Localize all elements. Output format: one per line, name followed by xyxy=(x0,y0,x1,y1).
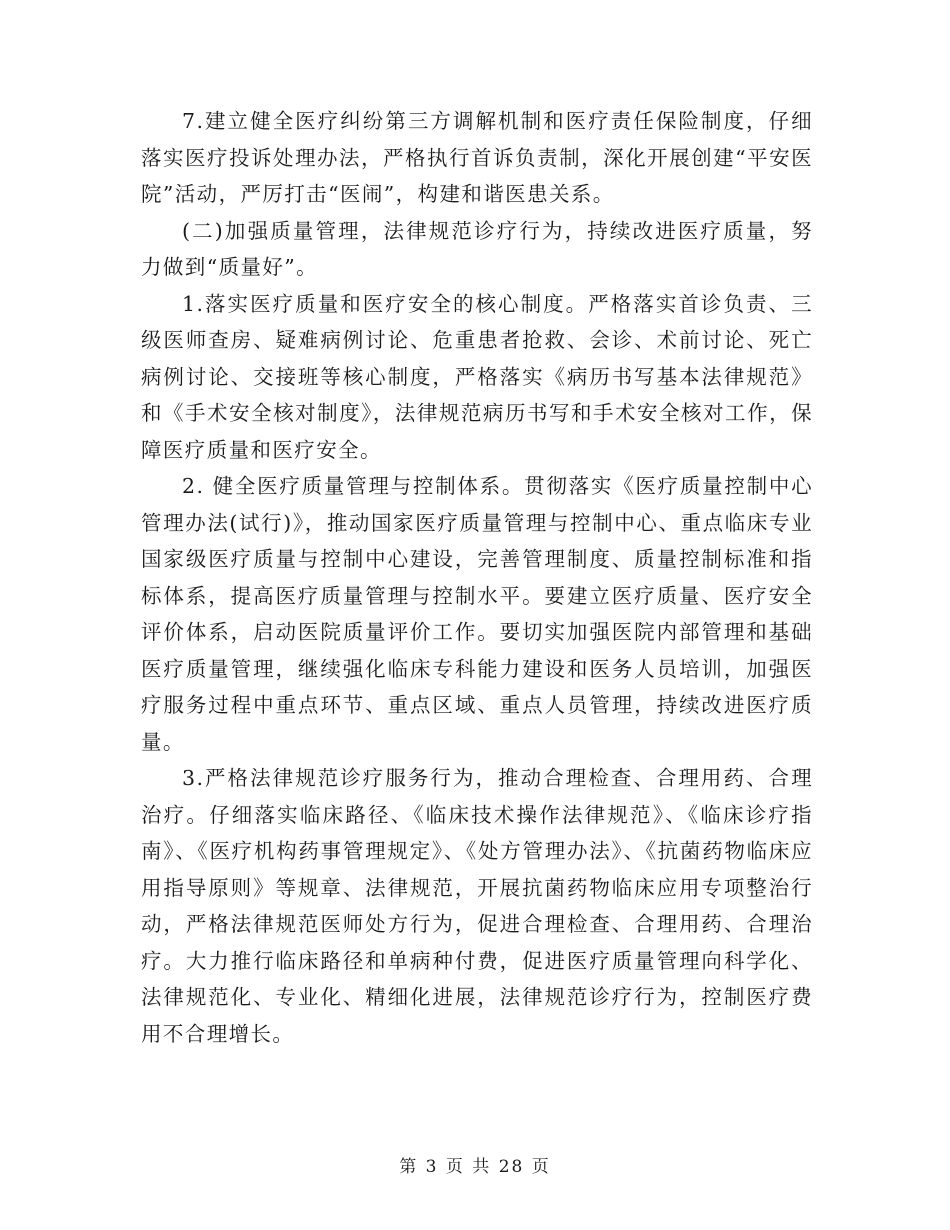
paragraph-item-1: 1.落实医疗质量和医疗安全的核心制度。严格落实首诊负责、三级医师查房、疑难病例讨论、危重患者抢救、会诊、术前讨论、死亡病例讨论、交接班等核心制度，严格落实《病历书写基本法律规范》和《手术安全核对制度》，法律规范病历书写和手术安全核对工作，保障医疗质量和医疗安全。 xyxy=(141,291,813,462)
paragraph-item-7: 7.建立健全医疗纠纷第三方调解机制和医疗责任保险制度，仔细落实医疗投诉处理办法，严格执行首诉负责制，深化开展创建“平安医院”活动，严厉打击“医闹”，构建和谐医患关系。 xyxy=(141,109,813,206)
paragraph-item-2: 2. 健全医疗质量管理与控制体系。贯彻落实《医疗质量控制中心管理办法(试行)》，推动国家医疗质量管理与控制中心、重点临床专业国家级医疗质量与控制中心建设，完善管理制度、质量控制标准和指标体系，提高医疗质量管理与控制水平。要建立医疗质量、医疗安全评价体系，启动医院质量评价工作。要切实加强医院内部管理和基础医疗质量管理，继续强化临床专科能力建设和医务人员培训，加强医疗服务过程中重点环节、重点区域、重点人员管理，持续改进医疗质量。 xyxy=(141,474,813,754)
paragraph-item-3: 3.严格法律规范诊疗服务行为，推动合理检查、合理用药、合理治疗。仔细落实临床路径、《临床技术操作法律规范》、《临床诊疗指南》、《医疗机构药事管理规定》、《处方管理办法》、《抗菌药物临床应用指导原则》等规章、法律规范，开展抗菌药物临床应用专项整治行动，严格法律规范医师处方行为，促进合理检查、合理用药、合理治疗。大力推行临床路径和单病种付费，促进医疗质量管理向科学化、法律规范化、专业化、精细化进展，法律规范诊疗行为，控制医疗费用不合理增长。 xyxy=(141,766,813,1046)
document-body xyxy=(141,103,813,1052)
page-number-footer: 第 3 页 共 28 页 xyxy=(399,1157,551,1177)
section-heading-quality: (二)加强质量管理，法律规范诊疗行为，持续改进医疗质量，努力做到“质量好”。 xyxy=(141,218,813,279)
